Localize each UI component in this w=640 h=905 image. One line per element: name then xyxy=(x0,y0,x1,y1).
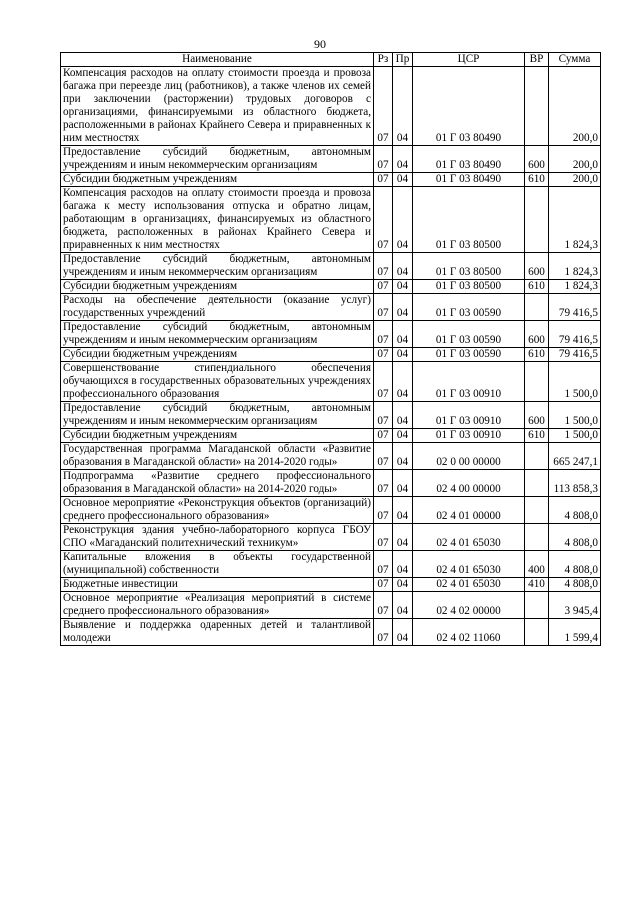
table-row xyxy=(61,402,601,429)
cell-name: Предоставление субсидий бюджетным, автономным учреждениям и иным некоммерческим организациям xyxy=(61,321,374,348)
cell-name: Выявление и поддержка одаренных детей и талантливой молодежи xyxy=(61,619,374,646)
cell-sum: 79 416,5 xyxy=(549,321,601,348)
cell-csr: 01 Г 03 00910 xyxy=(413,429,525,443)
cell-csr: 01 Г 03 80490 xyxy=(413,173,525,187)
cell-name: Компенсация расходов на оплату стоимости проезда и провоза багажа при переезде лиц (работников), а также членов их семей при заключении (расторжении) трудовых договоров с организациями, финансируемыми из областного бюджета, расположенными в районах Крайнего Севера и приравненных к ним местностях xyxy=(61,67,374,146)
cell-csr: 02 0 00 00000 xyxy=(413,443,525,470)
cell-pr: 04 xyxy=(393,592,413,619)
header-pr: Пр xyxy=(393,53,413,67)
cell-rz: 07 xyxy=(374,67,393,146)
cell-vr xyxy=(525,294,549,321)
header-sum: Сумма xyxy=(549,53,601,67)
cell-name: Субсидии бюджетным учреждениям xyxy=(61,348,374,362)
cell-name: Предоставление субсидий бюджетным, автономным учреждениям и иным некоммерческим организациям xyxy=(61,402,374,429)
cell-csr: 02 4 01 65030 xyxy=(413,551,525,578)
table-row xyxy=(61,578,601,592)
cell-vr xyxy=(525,67,549,146)
header-rz: Рз xyxy=(374,53,393,67)
cell-sum: 4 808,0 xyxy=(549,524,601,551)
cell-name: Предоставление субсидий бюджетным, автономным учреждениям и иным некоммерческим организациям xyxy=(61,146,374,173)
cell-csr: 02 4 02 11060 xyxy=(413,619,525,646)
cell-vr: 610 xyxy=(525,280,549,294)
cell-name: Предоставление субсидий бюджетным, автономным учреждениям и иным некоммерческим организациям xyxy=(61,253,374,280)
table-row xyxy=(61,294,601,321)
cell-csr: 01 Г 03 80500 xyxy=(413,253,525,280)
cell-pr: 04 xyxy=(393,551,413,578)
cell-vr xyxy=(525,362,549,402)
cell-rz: 07 xyxy=(374,173,393,187)
cell-csr: 01 Г 03 00910 xyxy=(413,362,525,402)
cell-vr: 610 xyxy=(525,348,549,362)
cell-pr: 04 xyxy=(393,578,413,592)
cell-name: Реконструкция здания учебно-лабораторного корпуса ГБОУ СПО «Магаданский политехнический техникум» xyxy=(61,524,374,551)
cell-vr: 600 xyxy=(525,321,549,348)
cell-pr: 04 xyxy=(393,362,413,402)
cell-sum: 200,0 xyxy=(549,146,601,173)
cell-sum: 4 808,0 xyxy=(549,578,601,592)
cell-rz: 07 xyxy=(374,524,393,551)
table-row xyxy=(61,443,601,470)
cell-name: Основное мероприятие «Реализация мероприятий в системе среднего профессионального образования» xyxy=(61,592,374,619)
cell-sum: 1 500,0 xyxy=(549,402,601,429)
table-row xyxy=(61,348,601,362)
cell-vr xyxy=(525,497,549,524)
cell-vr: 610 xyxy=(525,429,549,443)
cell-pr: 04 xyxy=(393,67,413,146)
cell-csr: 01 Г 03 80500 xyxy=(413,187,525,253)
cell-rz: 07 xyxy=(374,470,393,497)
cell-sum: 200,0 xyxy=(549,173,601,187)
cell-name: Основное мероприятие «Реконструкция объектов (организаций) среднего профессионального образования» xyxy=(61,497,374,524)
cell-sum: 1 824,3 xyxy=(549,253,601,280)
cell-name: Подпрограмма «Развитие среднего профессионального образования в Магаданской области» на 2014-2020 годы» xyxy=(61,470,374,497)
table-row xyxy=(61,173,601,187)
cell-rz: 07 xyxy=(374,429,393,443)
table-row xyxy=(61,497,601,524)
cell-pr: 04 xyxy=(393,280,413,294)
table-row xyxy=(61,321,601,348)
cell-pr: 04 xyxy=(393,443,413,470)
cell-vr: 610 xyxy=(525,173,549,187)
cell-csr: 01 Г 03 00590 xyxy=(413,321,525,348)
cell-pr: 04 xyxy=(393,470,413,497)
table-row xyxy=(61,280,601,294)
cell-vr: 400 xyxy=(525,551,549,578)
cell-csr: 01 Г 03 00910 xyxy=(413,402,525,429)
cell-rz: 07 xyxy=(374,592,393,619)
cell-vr: 600 xyxy=(525,146,549,173)
cell-pr: 04 xyxy=(393,524,413,551)
cell-rz: 07 xyxy=(374,294,393,321)
cell-rz: 07 xyxy=(374,362,393,402)
cell-sum: 1 824,3 xyxy=(549,187,601,253)
cell-pr: 04 xyxy=(393,348,413,362)
cell-rz: 07 xyxy=(374,619,393,646)
cell-sum: 79 416,5 xyxy=(549,294,601,321)
cell-vr xyxy=(525,592,549,619)
cell-name: Капитальные вложения в объекты государственной (муниципальной) собственности xyxy=(61,551,374,578)
table-row xyxy=(61,362,601,402)
cell-pr: 04 xyxy=(393,146,413,173)
header-vr: ВР xyxy=(525,53,549,67)
cell-csr: 01 Г 03 00590 xyxy=(413,294,525,321)
cell-pr: 04 xyxy=(393,497,413,524)
cell-rz: 07 xyxy=(374,146,393,173)
page-number: 90 xyxy=(314,37,326,51)
cell-vr xyxy=(525,619,549,646)
cell-sum: 79 416,5 xyxy=(549,348,601,362)
cell-sum: 200,0 xyxy=(549,67,601,146)
cell-pr: 04 xyxy=(393,187,413,253)
cell-vr xyxy=(525,524,549,551)
cell-csr: 02 4 01 00000 xyxy=(413,497,525,524)
table-row xyxy=(61,253,601,280)
table-row xyxy=(61,187,601,253)
table-row xyxy=(61,67,601,146)
table-body xyxy=(61,67,601,646)
cell-csr: 01 Г 03 00590 xyxy=(413,348,525,362)
cell-csr: 01 Г 03 80490 xyxy=(413,146,525,173)
cell-rz: 07 xyxy=(374,443,393,470)
cell-sum: 1 599,4 xyxy=(549,619,601,646)
cell-csr: 02 4 00 00000 xyxy=(413,470,525,497)
cell-vr: 410 xyxy=(525,578,549,592)
cell-name: Совершенствование стипендиального обеспечения обучающихся в государственных образовательных учреждениях профессионального образования xyxy=(61,362,374,402)
table-row xyxy=(61,524,601,551)
cell-sum: 4 808,0 xyxy=(549,497,601,524)
cell-csr: 02 4 01 65030 xyxy=(413,524,525,551)
cell-pr: 04 xyxy=(393,294,413,321)
cell-rz: 07 xyxy=(374,551,393,578)
cell-pr: 04 xyxy=(393,429,413,443)
table-row xyxy=(61,551,601,578)
header-csr: ЦСР xyxy=(413,53,525,67)
budget-table xyxy=(60,52,601,646)
cell-name: Расходы на обеспечение деятельности (оказание услуг) государственных учреждений xyxy=(61,294,374,321)
cell-name: Субсидии бюджетным учреждениям xyxy=(61,429,374,443)
cell-sum: 1 824,3 xyxy=(549,280,601,294)
cell-csr: 01 Г 03 80490 xyxy=(413,67,525,146)
cell-name: Бюджетные инвестиции xyxy=(61,578,374,592)
cell-sum: 3 945,4 xyxy=(549,592,601,619)
cell-pr: 04 xyxy=(393,619,413,646)
cell-pr: 04 xyxy=(393,402,413,429)
cell-sum: 113 858,3 xyxy=(549,470,601,497)
cell-sum: 1 500,0 xyxy=(549,429,601,443)
cell-rz: 07 xyxy=(374,280,393,294)
table-row xyxy=(61,146,601,173)
table-row xyxy=(61,592,601,619)
table-row xyxy=(61,429,601,443)
cell-vr xyxy=(525,187,549,253)
header-name: Наименование xyxy=(61,53,374,67)
table-header-row xyxy=(61,53,601,67)
cell-csr: 02 4 01 65030 xyxy=(413,578,525,592)
cell-vr: 600 xyxy=(525,253,549,280)
cell-pr: 04 xyxy=(393,173,413,187)
cell-name: Субсидии бюджетным учреждениям xyxy=(61,173,374,187)
cell-vr xyxy=(525,470,549,497)
cell-sum: 1 500,0 xyxy=(549,362,601,402)
cell-sum: 4 808,0 xyxy=(549,551,601,578)
cell-pr: 04 xyxy=(393,253,413,280)
table-row xyxy=(61,619,601,646)
cell-vr: 600 xyxy=(525,402,549,429)
cell-sum: 665 247,1 xyxy=(549,443,601,470)
cell-rz: 07 xyxy=(374,578,393,592)
cell-csr: 01 Г 03 80500 xyxy=(413,280,525,294)
cell-rz: 07 xyxy=(374,402,393,429)
cell-rz: 07 xyxy=(374,348,393,362)
cell-name: Компенсация расходов на оплату стоимости проезда и провоза багажа к месту использования отпуска и обратно лицам, работающим в организациях, финансируемых из областного бюджета, расположенных в районах Крайнего Севера и приравненных к ним местностях xyxy=(61,187,374,253)
cell-rz: 07 xyxy=(374,253,393,280)
cell-rz: 07 xyxy=(374,187,393,253)
cell-csr: 02 4 02 00000 xyxy=(413,592,525,619)
cell-rz: 07 xyxy=(374,321,393,348)
cell-rz: 07 xyxy=(374,497,393,524)
cell-name: Субсидии бюджетным учреждениям xyxy=(61,280,374,294)
cell-name: Государственная программа Магаданской области «Развитие образования в Магаданской области» на 2014-2020 годы» xyxy=(61,443,374,470)
cell-vr xyxy=(525,443,549,470)
table-row xyxy=(61,470,601,497)
cell-pr: 04 xyxy=(393,321,413,348)
